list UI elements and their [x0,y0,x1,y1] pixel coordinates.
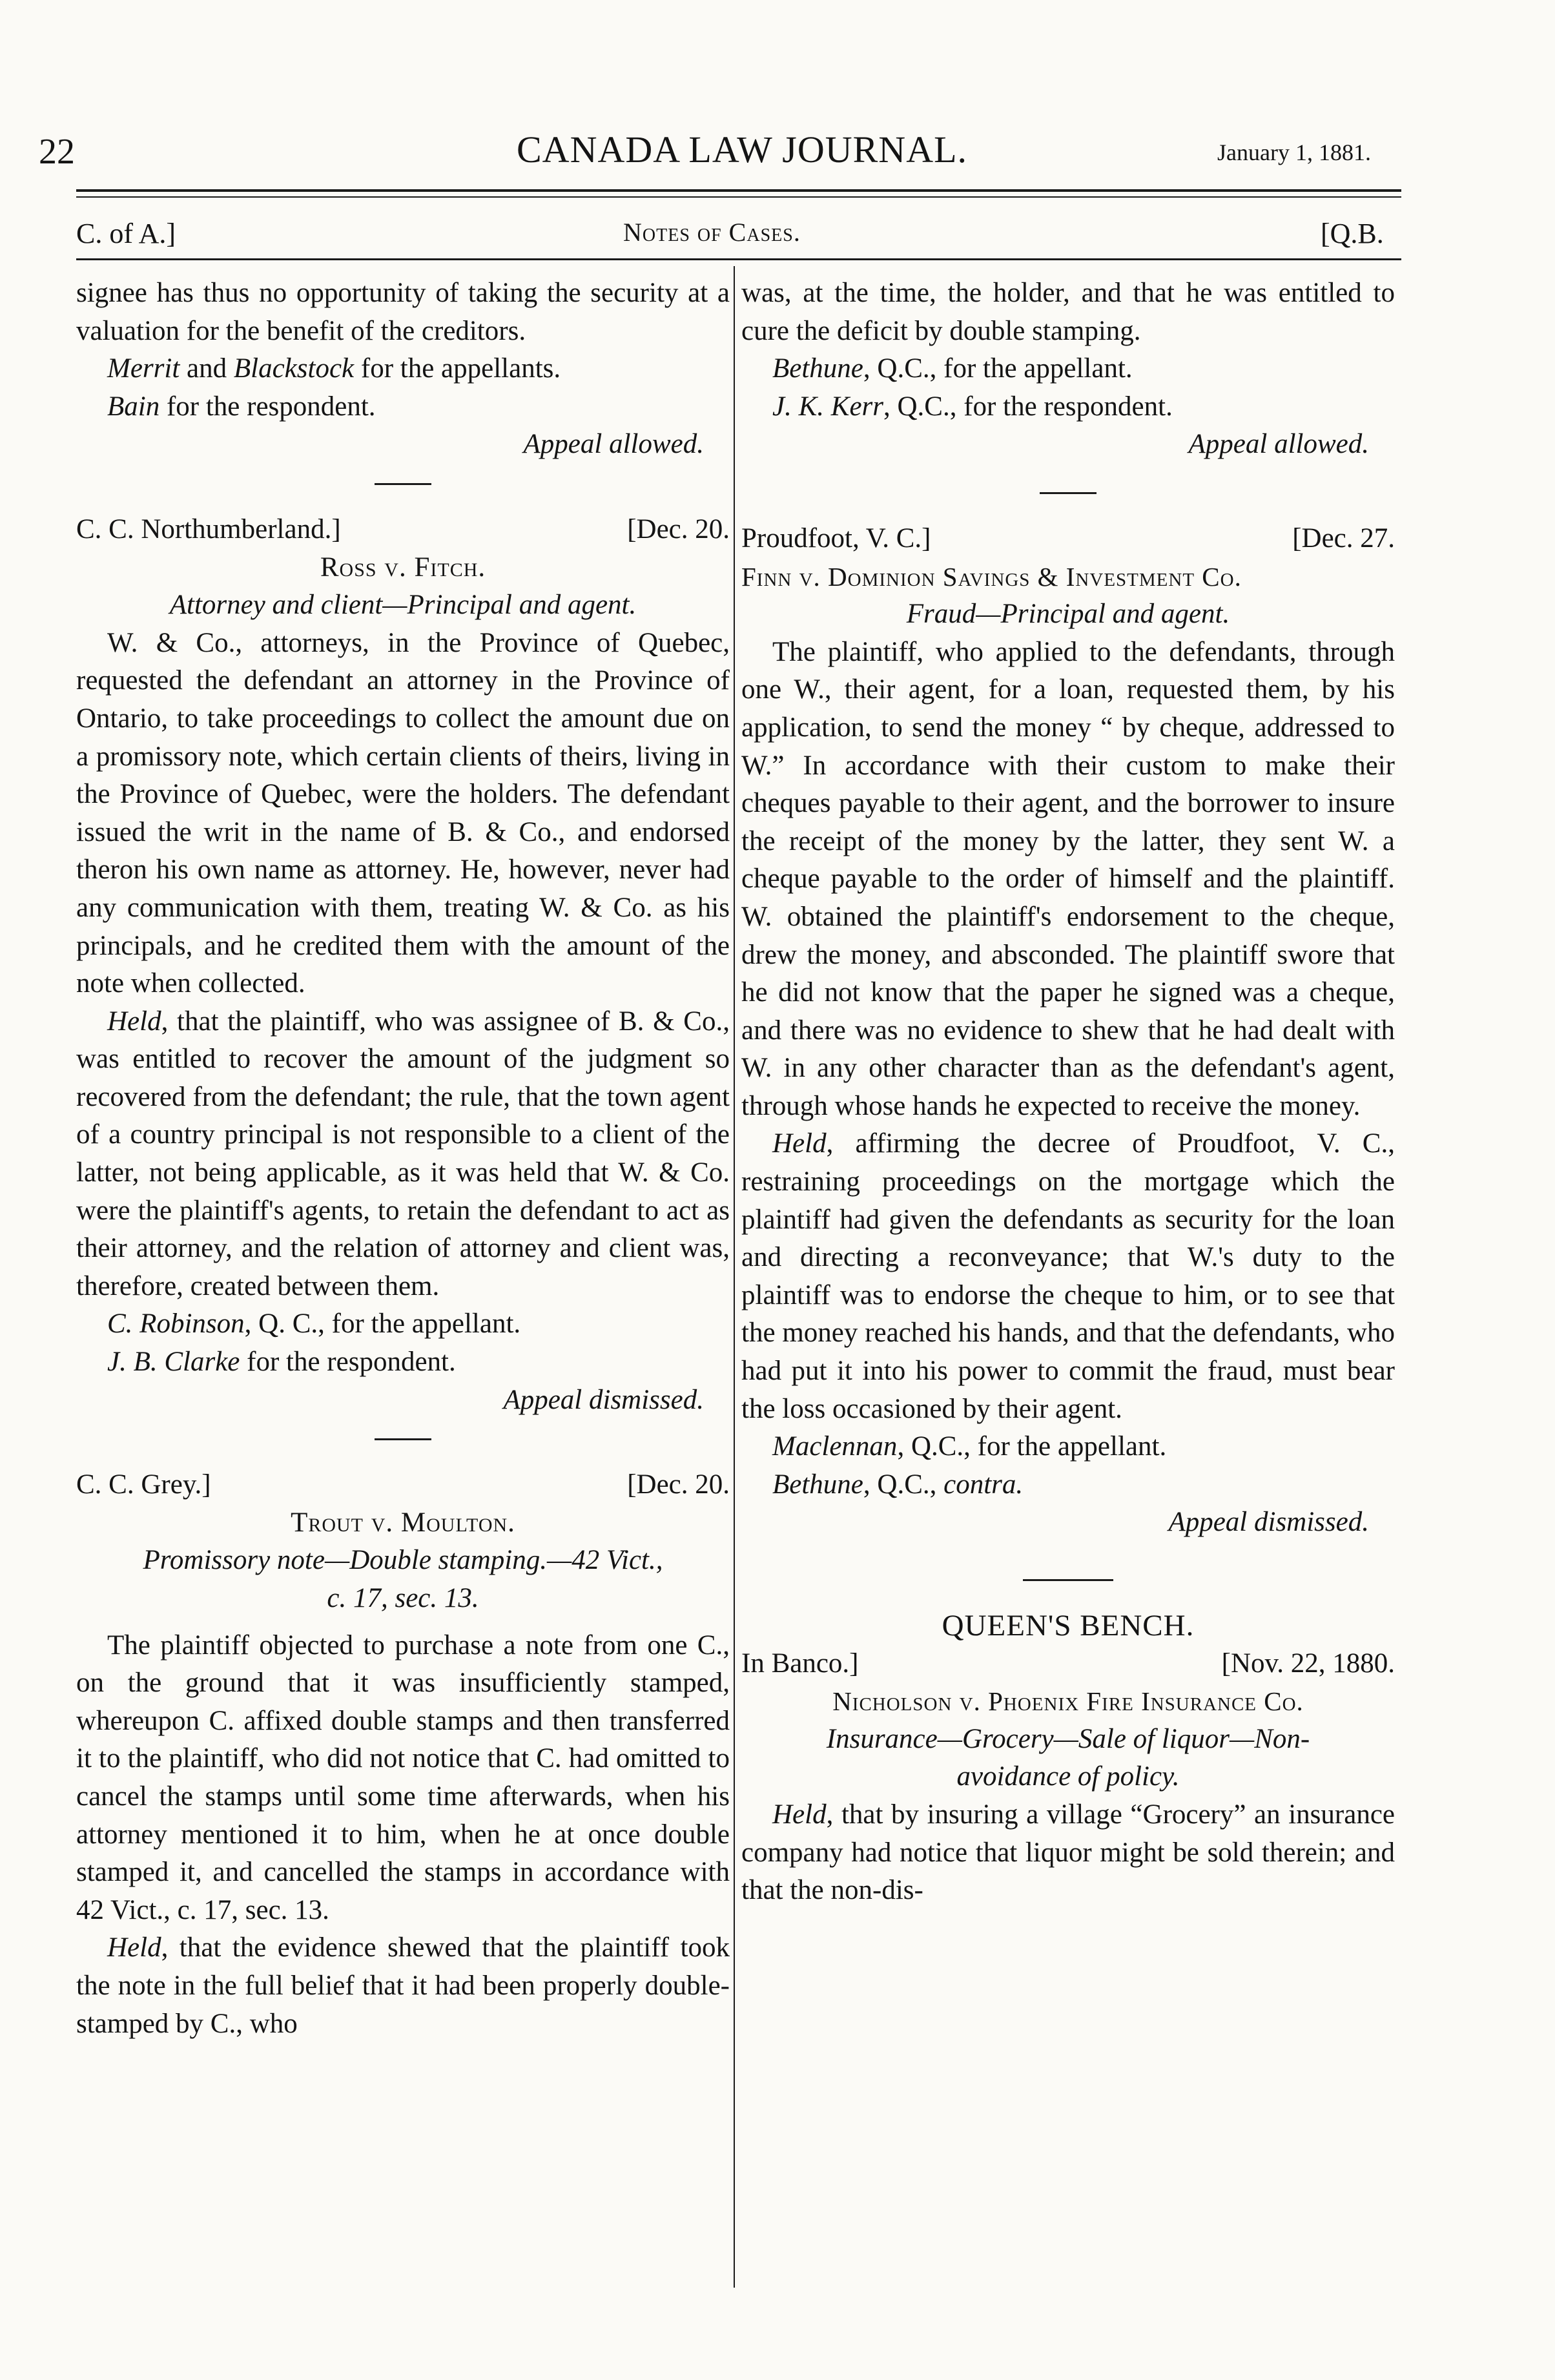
case-separator [375,1438,431,1440]
case-held [76,1929,730,2043]
case-result: Appeal dismissed. [1168,1507,1369,1538]
section-heading: QUEEN'S BENCH. [942,1609,1195,1642]
counsel-join: and [180,353,234,384]
case-subject: Attorney and client—Principal and agent. [169,590,637,621]
case-date: [Nov. 22, 1880. [1221,1648,1395,1679]
case-result: Appeal allowed. [523,429,704,460]
court-name: In Banco.] [741,1648,859,1679]
case-held [741,1125,1395,1428]
case-date: [Dec. 27. [1292,523,1395,554]
counsel-name: Bethune [772,353,863,384]
counsel-name: Blackstock [233,353,355,384]
counsel-line [741,388,1395,426]
counsel-line [741,1466,1395,1504]
counsel-name: J. B. Clarke [107,1347,240,1378]
case-subject: Promissory note—Double stamping.—42 Vict., [143,1545,663,1576]
held-word: Held [772,1128,827,1159]
section-separator [1023,1579,1113,1581]
held-word: Held [107,1006,161,1037]
held-word: Held [107,1932,161,1963]
case-subject: Insurance—Grocery—Sale of liquor—Non- [826,1723,1310,1754]
counsel-line [76,1343,730,1381]
counsel-role: , Q.C., [863,1469,944,1500]
counsel-line [741,350,1395,388]
court-name: C. C. Grey.] [76,1469,211,1500]
running-head-center: Notes of Cases. [623,218,801,247]
counsel-name: Merrit [107,353,180,384]
issue-date: January 1, 1881. [1217,140,1371,165]
court-name: C. C. Northumberland.] [76,513,341,544]
counsel-contra: contra. [943,1469,1024,1500]
counsel-role: for the respondent. [160,391,376,422]
counsel-role: , Q.C., for the appellant. [897,1431,1167,1462]
case-date: [Dec. 20. [627,513,730,544]
held-text: , that the evidence shewed that the plaintiff took the note in the full belief that it had been properly double-stamped by C., who [76,1932,730,2039]
held-text: , affirming the decree of Proudfoot, V. C., restraining proceedings on the mortgage which the plaintiff had given the defendants as security for the loan and directing a reconveyance; that W.'s duty to the plaintiff was to endorse the cheque to him, or to see that the money reached his hands, and that the defendants, who had put it into his power to commit the fraud, must bear the loss occasioned by their agent. [741,1128,1395,1424]
counsel-role: for the appellants. [354,353,561,384]
case-subject: avoidance of policy. [956,1761,1180,1792]
case-continuation: was, at the time, the holder, and that he was entitled to cure the deficit by double stamping. [741,278,1395,346]
running-head-right: [Q.B. [1321,218,1384,249]
case-body: W. & Co., attorneys, in the Province of Quebec, requested the defendant an attorney in the Province of Ontario, to take proceedings to collect the amount due on a promissory note, which certain clients of theirs, living in the Province of Quebec, were the holders. The defendant issued the writ in the name of B. & Co., and endorsed theron his own name as attorney. He, however, never had any communication with them, treating W. & Co. as his principals, and he credited them with the amount of the note when collected. [76,627,730,999]
counsel-name: J. K. Kerr [772,391,883,422]
journal-title: CANADA LAW JOURNAL. [517,129,968,171]
counsel-line [76,388,730,426]
counsel-role: , Q.C., for the respondent. [883,391,1173,422]
counsel-name: Bain [107,391,160,422]
case-date: [Dec. 20. [627,1469,730,1500]
case-separator [1040,492,1097,494]
counsel-role: for the respondent. [240,1347,456,1378]
case-body: The plaintiff objected to purchase a note from one C., on the ground that it was insufficiently stamped, whereupon C. affixed double stamps and then transferred it to the plaintiff, who did not notice that C. had omitted to cancel the stamps until some time afterwards, when his attorney mentioned it to him, when he at once double stamped it, and cancelled the stamps in accordance with 42 Vict., c. 17, sec. 13. [76,1630,730,1925]
counsel-role: , Q.C., for the appellant. [863,353,1133,384]
page-number: 22 [39,132,75,172]
counsel-name: C. Robinson [107,1309,245,1340]
counsel-name: Bethune [772,1469,863,1500]
case-court-line [76,1466,730,1504]
held-text: , that by insuring a village “Grocery” an insurance company had notice that liquor might be sold therein; and that the non-dis- [741,1799,1395,1906]
running-head-left: C. of A.] [76,218,176,249]
case-held [741,1796,1395,1910]
case-court-line [741,520,1395,558]
case-body: The plaintiff, who applied to the defendants, through one W., their agent, for a loan, requested them, by his application, to send the money “ by cheque, addressed to W.” In accordance with their custom to make their cheques payable to their agent, and the borrower to insure the receipt of the money by the latter, they sent W. a cheque payable to the order of himself and the plaintiff. W. obtained the plaintiff's endorsement to the cheque, drew the money, and absconded. The plaintiff swore that he did not know that the paper he signed was a cheque, and there was no evidence to shew that he had dealt with W. in any other character than as the defendant's agent, through whose hands he expected to receive the money. [741,636,1395,1121]
counsel-role: , Q. C., for the appellant. [244,1309,521,1340]
header-rule-top [76,189,1401,192]
header-rule-bottom [76,258,1401,260]
counsel-name: Maclennan [772,1431,898,1462]
column-divider [734,266,735,2288]
counsel-line [76,350,730,388]
court-name: Proudfoot, V. C.] [741,523,931,554]
header-rule-top-thin [76,196,1401,198]
counsel-line [76,1305,730,1343]
case-subject: Fraud—Principal and agent. [906,599,1230,630]
spacer [76,1618,730,1627]
right-column [741,274,1395,1910]
case-title: Nicholson v. Phoenix Fire Insurance Co. [832,1686,1304,1717]
case-result: Appeal allowed. [1188,429,1369,460]
case-separator [375,483,431,485]
case-title: Trout v. Moulton. [291,1507,515,1538]
case-court-line [76,511,730,549]
case-result: Appeal dismissed. [503,1384,704,1415]
case-subject: c. 17, sec. 13. [327,1583,479,1613]
case-court-line [741,1645,1395,1683]
held-word: Held [772,1799,827,1830]
case-title: Finn v. Dominion Savings & Investment Co. [741,561,1242,592]
left-column [76,274,730,2043]
case-held [76,1003,730,1306]
counsel-line [741,1428,1395,1466]
case-title: Ross v. Fitch. [320,552,486,583]
case-continuation: signee has thus no opportunity of taking the security at a valuation for the benefit of the creditors. [76,278,730,346]
held-text: , that the plaintiff, who was assignee of B. & Co., was entitled to recover the amount of the judgment so recovered from the defendant; the rule, that the town agent of a country principal is not responsible to a client of the latter, not being applicable, as it was held that W. & Co. were the plaintiff's agents, to retain the defendant to act as their attorney, and the relation of attorney and client was, therefore, created between them. [76,1006,730,1301]
